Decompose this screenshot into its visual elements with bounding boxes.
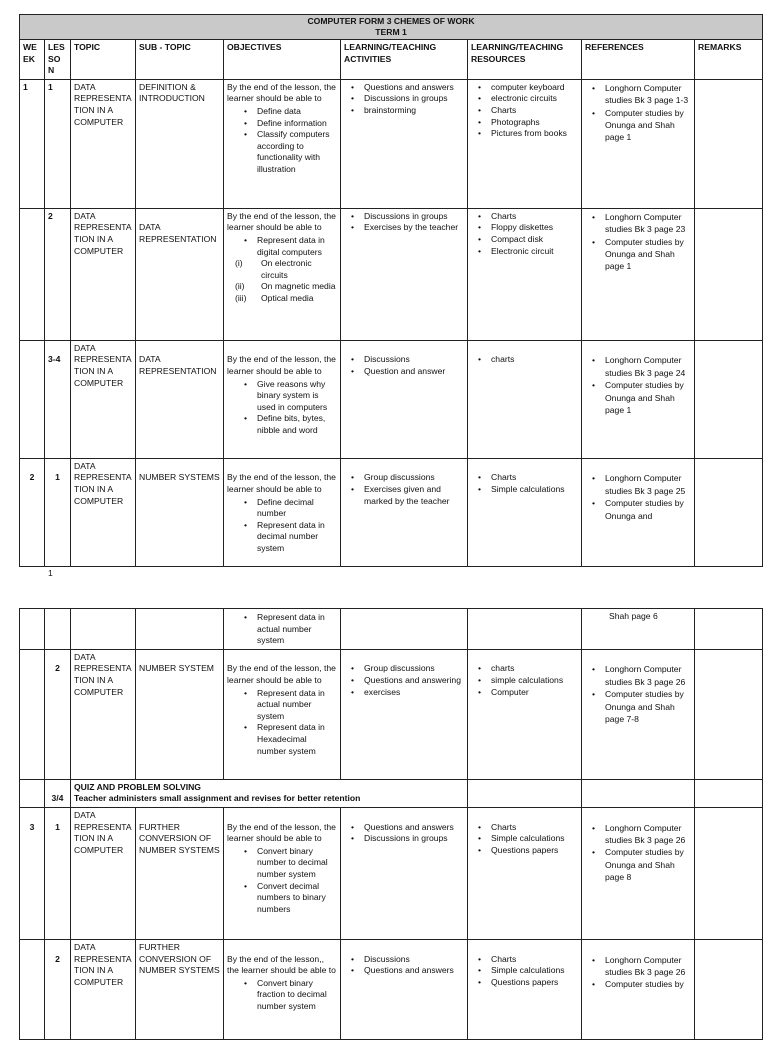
objective-item: • Define bits, bytes, nibble and word [257,413,337,436]
term-label: TERM 1 [375,27,407,37]
week-cell [20,609,45,650]
resource-item: • Floppy diskettes [491,222,578,234]
week-cell [20,939,45,1039]
references-cell [582,649,695,779]
resource-item: • charts [491,354,578,366]
resources-cell [468,79,582,208]
header-topic: TOPIC [71,40,136,80]
references-cell [582,458,695,566]
resources-cell [468,458,582,566]
activity-item: • Discussions [364,954,464,966]
reference-item: • Computer studies by Onunga and [605,497,691,522]
objective-intro: By the end of the lesson,, the learner should be able to [227,953,336,976]
activities-cell [341,458,468,566]
objective-intro: By the end of the lesson, the learner should be able to [227,472,336,494]
table-row [20,458,763,566]
reference-item: • Longhorn Computer studies Bk 3 page 26 [605,954,691,979]
remarks-cell [695,340,763,458]
reference-item: • Longhorn Computer studies Bk 3 page 1-3 [605,82,691,107]
objectives-cell [224,807,341,939]
lesson-cell: 2 [45,649,71,779]
table-row [20,340,763,458]
subtopic-cell [136,807,224,939]
objectives-cell [224,79,341,208]
scheme-table-page-1 [19,14,763,567]
objectives-cell [224,939,341,1039]
quiz-title: QUIZ AND PROBLEM SOLVING [74,781,201,792]
objective-item: • Define information [257,118,337,130]
resource-item: • Charts [491,105,578,117]
references-cell [582,779,695,807]
table-row [20,939,763,1039]
topic-cell: DATA REPRESENTA TION IN A COMPUTER [71,458,136,566]
resources-cell [468,340,582,458]
week-cell: 2 [20,458,45,566]
references-cell [582,939,695,1039]
header-activities: LEARNING/TEACHING ACTIVITIES [341,40,468,80]
activity-item: • Discussions in groups [364,93,464,105]
resources-cell [468,208,582,340]
table-row [20,649,763,779]
activity-item: • Questions and answers [364,822,464,834]
objectives-cell [224,208,341,340]
topic-cell: DATA REPRESENTA TION IN A COMPUTER [71,79,136,208]
activities-cell [341,939,468,1039]
lesson-cell: 1 [45,807,71,939]
activities-cell [341,649,468,779]
header-objectives: OBJECTIVES [224,40,341,80]
objective-intro: By the end of the lesson, the learner should be able to [227,354,336,376]
objectives-cell [224,609,341,650]
week-cell: 1 [20,79,45,208]
objective-item: • Give reasons why binary system is used in computers [257,379,337,414]
remarks-cell [695,458,763,566]
activity-item: • exercises [364,687,464,699]
subtopic-cell [136,649,224,779]
page-number: 1 [48,568,53,578]
header-week: WE EK [20,40,45,80]
reference-item: • Computer studies by Onunga and Shah page 1 [605,107,691,144]
topic-cell [71,609,136,650]
references-cell [582,340,695,458]
activity-item: • Questions and answers [364,965,464,977]
subtopic-text: FURTHER CONVERSION OF NUMBER SYSTEMS [139,941,220,976]
resources-cell [468,807,582,939]
header-lesson: LES SO N [45,40,71,80]
remarks-cell [695,807,763,939]
header-references: REFERENCES [582,40,695,80]
subtopic-cell [136,939,224,1039]
activity-item: • Questions and answering [364,675,464,687]
resource-item: • Photographs [491,117,578,129]
subtopic-text: DATA REPRESENTATION [139,354,217,376]
objective-item: • Convert binary number to decimal number system [257,846,337,881]
references-cell [582,208,695,340]
scheme-page-1 [19,14,762,567]
resource-item: • Simple calculations [491,965,578,977]
subtopic-text: NUMBER SYSTEMS [139,472,220,483]
week-cell: 3 [20,807,45,939]
week-cell [20,779,45,807]
header-row [20,40,763,80]
activity-item: • Exercises by the teacher [364,222,464,234]
resources-cell [468,939,582,1039]
resource-item: • charts [491,663,578,675]
topic-cell: DATA REPRESENTA TION IN A COMPUTER [71,340,136,458]
lesson-cell [45,609,71,650]
references-cell [582,807,695,939]
objective-item: • Represent data in digital computers [257,235,337,258]
resource-item: • Questions papers [491,977,578,989]
lesson-cell: 1 [45,458,71,566]
subtopic-cell [136,208,224,340]
lesson-cell: 3/4 [45,779,71,807]
header-remarks: REMARKS [695,40,763,80]
table-row [20,807,763,939]
quiz-cell [71,779,468,807]
resources-cell [468,649,582,779]
resource-item: • Computer [491,687,578,699]
subtopic-text: FURTHER CONVERSION OF NUMBER SYSTEMS [139,821,220,855]
reference-item: • Longhorn Computer studies Bk 3 page 24 [605,354,691,379]
reference-item: • Computer studies by Onunga and Shah page 1 [605,379,691,416]
document-title [20,15,763,40]
resource-item: • Simple calculations [491,484,578,496]
subtopic-cell [136,458,224,566]
resource-item: • Compact disk [491,234,578,246]
remarks-cell [695,79,763,208]
resource-item: • computer keyboard [491,82,578,94]
objective-item: • Convert decimal numbers to binary numbers [257,881,337,916]
reference-item: • Longhorn Computer studies Bk 3 page 26 [605,663,691,688]
reference-item: • Longhorn Computer studies Bk 3 page 23 [605,211,691,236]
scheme-title: COMPUTER FORM 3 CHEMES OF WORK [307,16,475,26]
activities-cell [341,807,468,939]
activities-cell [341,208,468,340]
objective-subitem: (i) On electronic circuits [235,258,312,280]
remarks-cell [695,208,763,340]
reference-item: • Computer studies by Onunga and Shah page 7-8 [605,688,691,725]
lesson-cell: 3-4 [45,340,71,458]
week-cell [20,649,45,779]
activity-item: • Questions and answers [364,82,464,94]
resource-item: • Charts [491,954,578,966]
objective-item: • Represent data in Hexadecimal number system [257,722,337,757]
activity-item: • brainstorming [364,105,464,117]
objective-intro: By the end of the lesson, the learner should be able to [227,663,336,685]
activity-item: • Exercises given and marked by the teacher [364,484,464,507]
objectives-cell [224,458,341,566]
reference-item: • Computer studies by Onunga and Shah page 8 [605,846,691,883]
objective-item: • Convert binary fraction to decimal number system [257,978,337,1013]
objectives-cell [224,649,341,779]
subtopic-text: NUMBER SYSTEM [139,663,214,674]
resources-cell [468,609,582,650]
remarks-cell [695,649,763,779]
activity-item: • Discussions in groups [364,211,464,223]
lesson-cell: 2 [45,208,71,340]
activities-cell [341,609,468,650]
topic-cell: DATA REPRESENTA TION IN A COMPUTER [71,807,136,939]
objective-item: • Define decimal number [257,497,337,520]
quiz-row [20,779,763,807]
resource-item: • Simple calculations [491,833,578,845]
week-cell [20,208,45,340]
scheme-page-2 [19,608,762,1040]
lesson-cell: 2 [45,939,71,1039]
resource-item: • electronic circuits [491,93,578,105]
resources-cell [468,779,582,807]
activities-cell [341,79,468,208]
subtopic-text: DATA REPRESENTATION [139,222,217,244]
objective-intro: By the end of the lesson, the learner should be able to [227,210,336,233]
reference-item: • Longhorn Computer studies Bk 3 page 25 [605,472,691,497]
objective-item: • Represent data in actual number system [257,612,337,647]
activity-item: • Discussions [364,354,464,366]
subtopic-cell [136,609,224,650]
objective-intro: By the end of the lesson, the learner should be able to [227,821,336,844]
resource-item: • Electronic circuit [491,246,578,258]
reference-continuation: Shah page 6 [609,611,658,621]
objective-item: • Classify computers according to functionality with illustration [257,129,337,175]
header-resources: LEARNING/TEACHING RESOURCES [468,40,582,80]
activity-item: • Question and answer [364,366,464,378]
objective-item: • Represent data in decimal number system [257,520,337,555]
resource-item: • Charts [491,211,578,223]
remarks-cell [695,609,763,650]
resource-item: • simple calculations [491,675,578,687]
resource-item: • Questions papers [491,845,578,857]
remarks-cell [695,779,763,807]
resource-item: • Pictures from books [491,128,578,140]
lesson-cell: 1 [45,79,71,208]
table-row [20,208,763,340]
activity-item: • Discussions in groups [364,833,464,845]
objectives-cell [224,340,341,458]
objective-item: • Represent data in actual number system [257,688,337,723]
remarks-cell [695,939,763,1039]
resource-item: • Charts [491,822,578,834]
week-cell [20,340,45,458]
scheme-table-page-2 [19,608,763,1040]
reference-item: • Computer studies by [605,978,691,990]
subtopic-cell [136,340,224,458]
objective-item: • Define data [257,106,337,118]
header-subtopic: SUB - TOPIC [136,40,224,80]
activity-item: • Group discussions [364,663,464,675]
activity-item: • Group discussions [364,472,464,484]
table-row [20,79,763,208]
references-cell [582,79,695,208]
activities-cell [341,340,468,458]
objective-subitem: (ii) On magnetic media [235,281,336,292]
subtopic-cell: DEFINITION & INTRODUCTION [136,79,224,208]
topic-cell: DATA REPRESENTA TION IN A COMPUTER [71,208,136,340]
quiz-description: Teacher administers small assignment and revises for better retention [74,793,361,804]
resource-item: • Charts [491,472,578,484]
topic-cell: DATA REPRESENTA TION IN A COMPUTER [71,939,136,1039]
reference-item: • Computer studies by Onunga and Shah page 1 [605,236,691,273]
continuation-row [20,609,763,650]
topic-cell: DATA REPRESENTA TION IN A COMPUTER [71,649,136,779]
objective-intro: By the end of the lesson, the learner should be able to [227,81,336,104]
references-cell [582,609,695,650]
objective-subitem: (iii) Optical media [235,292,314,303]
reference-item: • Longhorn Computer studies Bk 3 page 26 [605,822,691,847]
